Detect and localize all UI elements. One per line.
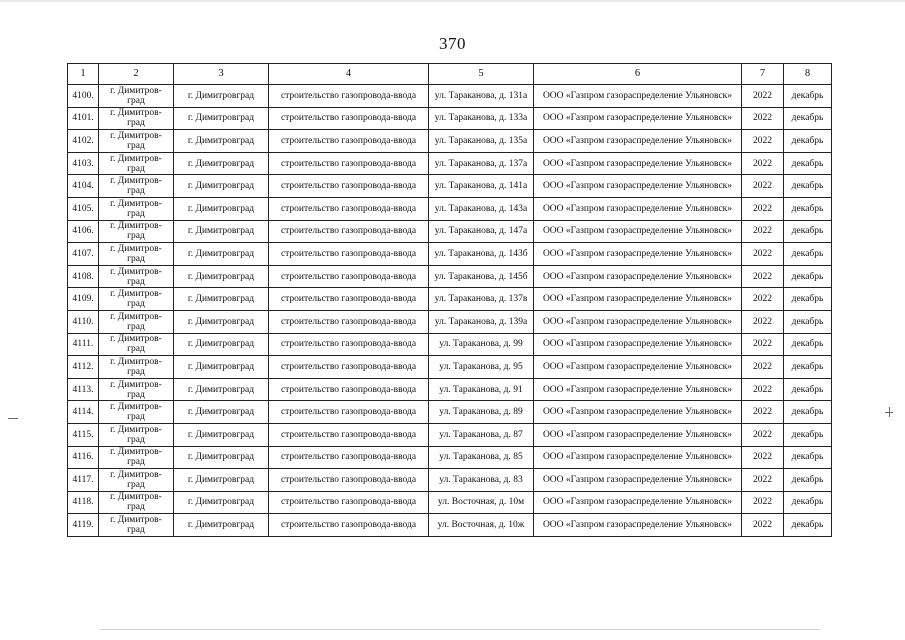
work-type-cell: строительство газопровода-ввода (269, 310, 429, 333)
row-number: 4105. (68, 197, 99, 220)
work-type-cell: строительство газопровода-ввода (269, 175, 429, 198)
locality-cell: г. Димитровград (174, 378, 269, 401)
row-number: 4119. (68, 514, 99, 537)
table-row (68, 378, 832, 401)
locality-cell: г. Димитровград (174, 356, 269, 379)
table-row (68, 107, 832, 130)
month-cell: декабрь (784, 491, 832, 514)
work-type-cell: строительство газопровода-ввода (269, 243, 429, 266)
row-number: 4114. (68, 401, 99, 424)
row-number: 4112. (68, 356, 99, 379)
locality-cell: г. Димитровград (174, 446, 269, 469)
work-type-cell: строительство газопровода-ввода (269, 333, 429, 356)
address-cell: ул. Тараканова, д. 133а (429, 107, 534, 130)
organization-cell: ООО «Газпром газораспределение Ульяновск» (534, 356, 742, 379)
organization-cell: ООО «Газпром газораспределение Ульяновск» (534, 288, 742, 311)
month-cell: декабрь (784, 356, 832, 379)
organization-cell: ООО «Газпром газораспределение Ульяновск» (534, 107, 742, 130)
row-number: 4100. (68, 85, 99, 108)
table-row (68, 491, 832, 514)
year-cell: 2022 (742, 469, 784, 492)
district-cell: г. Димитров-град (99, 401, 174, 424)
month-cell: декабрь (784, 333, 832, 356)
month-cell: декабрь (784, 152, 832, 175)
district-cell: г. Димитров-град (99, 130, 174, 153)
year-cell: 2022 (742, 514, 784, 537)
address-cell: ул. Тараканова, д. 137в (429, 288, 534, 311)
table-row (68, 401, 832, 424)
row-number: 4110. (68, 310, 99, 333)
organization-cell: ООО «Газпром газораспределение Ульяновск» (534, 175, 742, 198)
year-cell: 2022 (742, 423, 784, 446)
work-type-cell: строительство газопровода-ввода (269, 514, 429, 537)
work-type-cell: строительство газопровода-ввода (269, 288, 429, 311)
year-cell: 2022 (742, 265, 784, 288)
address-cell: ул. Тараканова, д. 131а (429, 85, 534, 108)
month-cell: декабрь (784, 423, 832, 446)
row-number: 4115. (68, 423, 99, 446)
organization-cell: ООО «Газпром газораспределение Ульяновск» (534, 378, 742, 401)
organization-cell: ООО «Газпром газораспределение Ульяновск» (534, 220, 742, 243)
table-row (68, 220, 832, 243)
year-cell: 2022 (742, 175, 784, 198)
locality-cell: г. Димитровград (174, 220, 269, 243)
table-row (68, 175, 832, 198)
column-header: 3 (174, 64, 269, 85)
row-number: 4106. (68, 220, 99, 243)
work-type-cell: строительство газопровода-ввода (269, 378, 429, 401)
work-type-cell: строительство газопровода-ввода (269, 446, 429, 469)
organization-cell: ООО «Газпром газораспределение Ульяновск» (534, 514, 742, 537)
organization-cell: ООО «Газпром газораспределение Ульяновск» (534, 401, 742, 424)
address-cell: ул. Тараканова, д. 145б (429, 265, 534, 288)
work-type-cell: строительство газопровода-ввода (269, 401, 429, 424)
work-type-cell: строительство газопровода-ввода (269, 85, 429, 108)
table-row (68, 152, 832, 175)
table-row (68, 356, 832, 379)
organization-cell: ООО «Газпром газораспределение Ульяновск» (534, 130, 742, 153)
month-cell: декабрь (784, 220, 832, 243)
month-cell: декабрь (784, 288, 832, 311)
district-cell: г. Димитров-град (99, 265, 174, 288)
organization-cell: ООО «Газпром газораспределение Ульяновск» (534, 310, 742, 333)
district-cell: г. Димитров-град (99, 423, 174, 446)
row-number: 4111. (68, 333, 99, 356)
month-cell: декабрь (784, 175, 832, 198)
row-number: 4116. (68, 446, 99, 469)
locality-cell: г. Димитровград (174, 107, 269, 130)
column-header: 6 (534, 64, 742, 85)
table-row (68, 265, 832, 288)
year-cell: 2022 (742, 220, 784, 243)
row-number: 4108. (68, 265, 99, 288)
address-cell: ул. Восточная, д. 10ж (429, 514, 534, 537)
month-cell: декабрь (784, 514, 832, 537)
organization-cell: ООО «Газпром газораспределение Ульяновск» (534, 152, 742, 175)
locality-cell: г. Димитровград (174, 310, 269, 333)
table-row (68, 514, 832, 537)
year-cell: 2022 (742, 401, 784, 424)
work-type-cell: строительство газопровода-ввода (269, 423, 429, 446)
work-type-cell: строительство газопровода-ввода (269, 152, 429, 175)
row-number: 4109. (68, 288, 99, 311)
district-cell: г. Димитров-град (99, 333, 174, 356)
locality-cell: г. Димитровград (174, 197, 269, 220)
table-header-row (68, 64, 832, 85)
organization-cell: ООО «Газпром газораспределение Ульяновск» (534, 85, 742, 108)
address-cell: ул. Тараканова, д. 143а (429, 197, 534, 220)
district-cell: г. Димитров-град (99, 491, 174, 514)
year-cell: 2022 (742, 356, 784, 379)
row-number: 4118. (68, 491, 99, 514)
address-cell: ул. Тараканова, д. 85 (429, 446, 534, 469)
table-row (68, 85, 832, 108)
district-cell: г. Димитров-град (99, 85, 174, 108)
work-type-cell: строительство газопровода-ввода (269, 469, 429, 492)
locality-cell: г. Димитровград (174, 333, 269, 356)
organization-cell: ООО «Газпром газораспределение Ульяновск» (534, 469, 742, 492)
locality-cell: г. Димитровград (174, 85, 269, 108)
organization-cell: ООО «Газпром газораспределение Ульяновск» (534, 333, 742, 356)
scan-margin-mark (889, 407, 890, 417)
year-cell: 2022 (742, 446, 784, 469)
row-number: 4113. (68, 378, 99, 401)
address-cell: ул. Тараканова, д. 91 (429, 378, 534, 401)
row-number: 4101. (68, 107, 99, 130)
column-header: 1 (68, 64, 99, 85)
year-cell: 2022 (742, 491, 784, 514)
district-cell: г. Димитров-град (99, 310, 174, 333)
page-number: 370 (439, 34, 466, 53)
address-cell: ул. Тараканова, д. 139а (429, 310, 534, 333)
district-cell: г. Димитров-град (99, 175, 174, 198)
column-header: 2 (99, 64, 174, 85)
row-number: 4107. (68, 243, 99, 266)
organization-cell: ООО «Газпром газораспределение Ульяновск» (534, 491, 742, 514)
month-cell: декабрь (784, 107, 832, 130)
column-header: 8 (784, 64, 832, 85)
address-cell: ул. Тараканова, д. 99 (429, 333, 534, 356)
address-cell: ул. Тараканова, д. 137а (429, 152, 534, 175)
gas-pipeline-registry-table (67, 63, 832, 537)
address-cell: ул. Тараканова, д. 89 (429, 401, 534, 424)
locality-cell: г. Димитровград (174, 175, 269, 198)
year-cell: 2022 (742, 333, 784, 356)
month-cell: декабрь (784, 130, 832, 153)
year-cell: 2022 (742, 243, 784, 266)
locality-cell: г. Димитровград (174, 514, 269, 537)
organization-cell: ООО «Газпром газораспределение Ульяновск» (534, 423, 742, 446)
year-cell: 2022 (742, 152, 784, 175)
address-cell: ул. Тараканова, д. 83 (429, 469, 534, 492)
locality-cell: г. Димитровград (174, 152, 269, 175)
organization-cell: ООО «Газпром газораспределение Ульяновск» (534, 243, 742, 266)
locality-cell: г. Димитровград (174, 469, 269, 492)
month-cell: декабрь (784, 378, 832, 401)
table-row (68, 469, 832, 492)
table-row (68, 310, 832, 333)
district-cell: г. Димитров-град (99, 107, 174, 130)
work-type-cell: строительство газопровода-ввода (269, 356, 429, 379)
address-cell: ул. Тараканова, д. 87 (429, 423, 534, 446)
locality-cell: г. Димитровград (174, 401, 269, 424)
organization-cell: ООО «Газпром газораспределение Ульяновск» (534, 446, 742, 469)
row-number: 4104. (68, 175, 99, 198)
scan-top-edge (0, 0, 905, 2)
month-cell: декабрь (784, 469, 832, 492)
district-cell: г. Димитров-град (99, 378, 174, 401)
month-cell: декабрь (784, 446, 832, 469)
year-cell: 2022 (742, 130, 784, 153)
locality-cell: г. Димитровград (174, 243, 269, 266)
district-cell: г. Димитров-град (99, 446, 174, 469)
scan-margin-mark (8, 418, 18, 419)
organization-cell: ООО «Газпром газораспределение Ульяновск» (534, 265, 742, 288)
address-cell: ул. Тараканова, д. 141а (429, 175, 534, 198)
district-cell: г. Димитров-град (99, 220, 174, 243)
column-header: 4 (269, 64, 429, 85)
address-cell: ул. Тараканова, д. 143б (429, 243, 534, 266)
district-cell: г. Димитров-град (99, 356, 174, 379)
year-cell: 2022 (742, 378, 784, 401)
table-row (68, 243, 832, 266)
table-row (68, 288, 832, 311)
table-body (68, 85, 832, 537)
year-cell: 2022 (742, 85, 784, 108)
month-cell: декабрь (784, 265, 832, 288)
work-type-cell: строительство газопровода-ввода (269, 491, 429, 514)
row-number: 4102. (68, 130, 99, 153)
work-type-cell: строительство газопровода-ввода (269, 220, 429, 243)
district-cell: г. Димитров-град (99, 152, 174, 175)
organization-cell: ООО «Газпром газораспределение Ульяновск» (534, 197, 742, 220)
month-cell: декабрь (784, 197, 832, 220)
year-cell: 2022 (742, 197, 784, 220)
work-type-cell: строительство газопровода-ввода (269, 197, 429, 220)
work-type-cell: строительство газопровода-ввода (269, 107, 429, 130)
row-number: 4117. (68, 469, 99, 492)
table-row (68, 333, 832, 356)
address-cell: ул. Тараканова, д. 147а (429, 220, 534, 243)
address-cell: ул. Тараканова, д. 95 (429, 356, 534, 379)
district-cell: г. Димитров-град (99, 243, 174, 266)
table-row (68, 423, 832, 446)
address-cell: ул. Восточная, д. 10м (429, 491, 534, 514)
locality-cell: г. Димитровград (174, 130, 269, 153)
locality-cell: г. Димитровград (174, 423, 269, 446)
column-header: 7 (742, 64, 784, 85)
locality-cell: г. Димитровград (174, 491, 269, 514)
month-cell: декабрь (784, 243, 832, 266)
row-number: 4103. (68, 152, 99, 175)
work-type-cell: строительство газопровода-ввода (269, 265, 429, 288)
month-cell: декабрь (784, 85, 832, 108)
locality-cell: г. Димитровград (174, 288, 269, 311)
table-row (68, 130, 832, 153)
table-row (68, 197, 832, 220)
year-cell: 2022 (742, 310, 784, 333)
year-cell: 2022 (742, 107, 784, 130)
district-cell: г. Димитров-град (99, 514, 174, 537)
scan-bottom-edge (100, 629, 820, 630)
work-type-cell: строительство газопровода-ввода (269, 130, 429, 153)
month-cell: декабрь (784, 401, 832, 424)
month-cell: декабрь (784, 310, 832, 333)
locality-cell: г. Димитровград (174, 265, 269, 288)
district-cell: г. Димитров-град (99, 469, 174, 492)
column-header: 5 (429, 64, 534, 85)
table-row (68, 446, 832, 469)
district-cell: г. Димитров-град (99, 288, 174, 311)
district-cell: г. Димитров-град (99, 197, 174, 220)
address-cell: ул. Тараканова, д. 135а (429, 130, 534, 153)
year-cell: 2022 (742, 288, 784, 311)
